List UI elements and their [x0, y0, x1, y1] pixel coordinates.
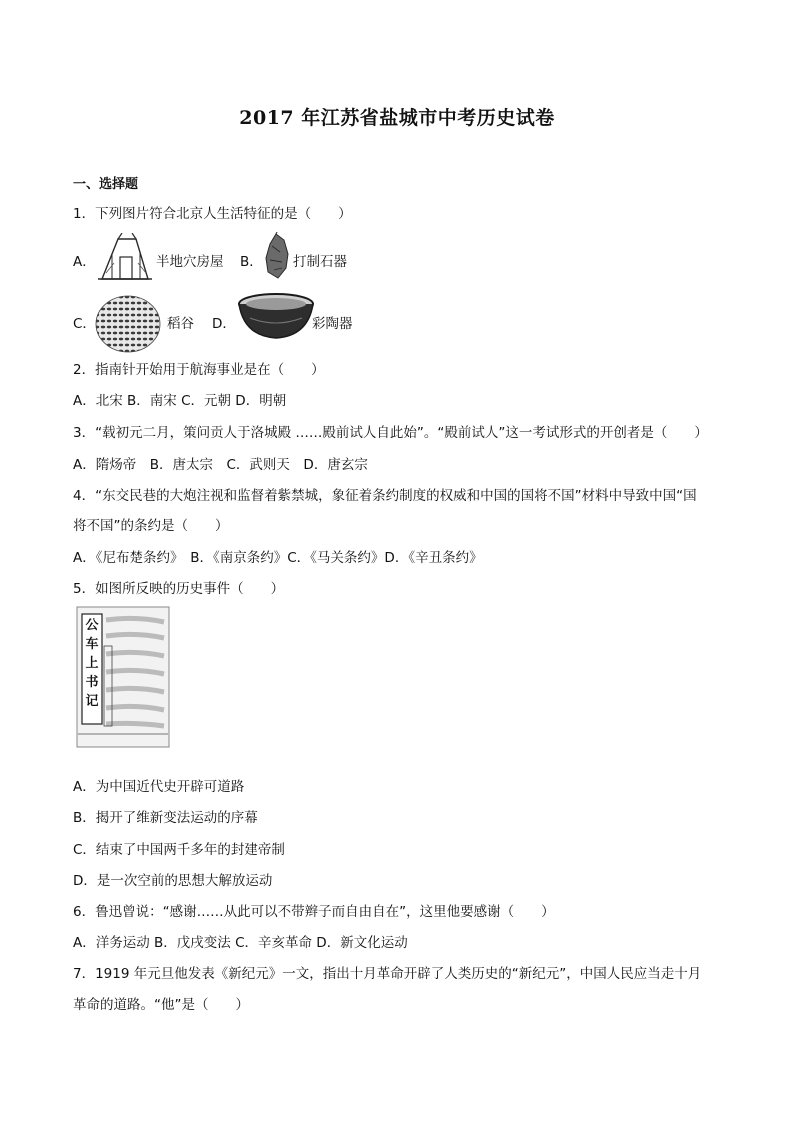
question-1-stem: 1．下列图片符合北京人生活特征的是（ ）: [73, 206, 352, 222]
question-2-stem: 2．指南针开始用于航海事业是在（ ）: [73, 362, 325, 378]
q1-option-d-text: 彩陶器: [312, 316, 353, 332]
question-5-option-c: C．结束了中国两千多年的封建帝制: [73, 842, 285, 858]
q1-option-a-text: 半地穴房屋: [156, 254, 224, 270]
q1-option-b-text: 打制石器: [293, 254, 347, 270]
question-5-option-b: B．揭开了维新变法运动的序幕: [73, 810, 258, 826]
question-3-stem: 3．“载初元二月，策问贡人于洛城殿 ……殿前试人自此始”。“殿前试人”这一考试形式的开创者是（ ）: [73, 425, 708, 441]
question-7-stem-line2: 革命的道路。“他”是（ ）: [73, 997, 249, 1013]
q1-option-c-text: 稻谷: [167, 316, 194, 332]
question-4-options: A．《尼布楚条约》 B．《南京条约》C．《马关条约》D．《辛丑条约》: [73, 550, 483, 566]
question-5-stem: 5．如图所反映的历史事件（ ）: [73, 581, 285, 597]
page-title: 2017 年江苏省盐城市中考历史试卷: [239, 107, 555, 129]
question-4-stem-line1: 4．“东交民巷的大炮注视和监督着紫禁城，象征着条约制度的权威和中国的国将不国”材料中导致中国“国: [73, 488, 697, 504]
pottery-bowl-figure: [236, 292, 316, 342]
q1-option-a-letter: A．: [73, 254, 96, 270]
section-heading: 一、选择题: [73, 177, 139, 192]
q1-option-b-letter: B．: [240, 254, 263, 270]
q1-option-d-letter: D．: [212, 316, 236, 332]
question-6-options: A．洋务运动 B．戊戌变法 C．辛亥革命 D．新文化运动: [73, 935, 408, 951]
question-3-options: A．隋炀帝 B．唐太宗 C．武则天 D．唐玄宗: [73, 457, 368, 473]
book-cover-figure: [76, 606, 170, 748]
stone-tool-figure: [262, 232, 292, 280]
question-5-option-a: A．为中国近代史开辟可道路: [73, 779, 245, 795]
question-7-stem-line1: 7．1919 年元旦他发表《新纪元》一文，指出十月革命开辟了人类历史的“新纪元”，中国人民应当走十月: [73, 966, 702, 982]
q1-option-c-letter: C．: [73, 316, 96, 332]
hut-figure: [96, 233, 154, 285]
question-4-stem-line2: 将不国”的条约是（ ）: [73, 518, 229, 534]
book-cover-title: 公车上书记: [85, 618, 99, 709]
question-6-stem: 6．鲁迅曾说：“感谢……从此可以不带辫子而自由自在”，这里他要感谢（ ）: [73, 904, 555, 920]
question-2-options: A．北宋 B．南宋 C．元朝 D．明朝: [73, 393, 287, 409]
rice-grain-figure: [94, 294, 162, 354]
question-5-option-d: D．是一次空前的思想大解放运动: [73, 873, 273, 889]
